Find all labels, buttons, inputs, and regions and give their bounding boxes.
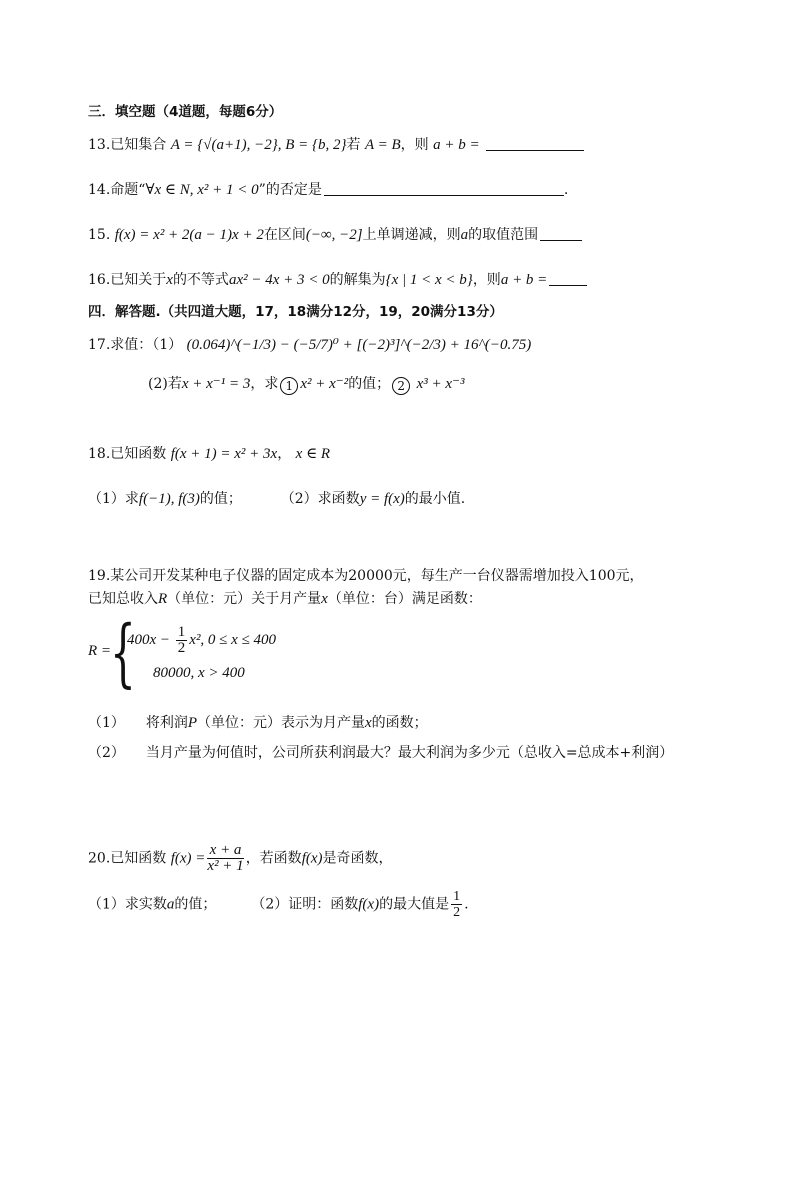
q19-frac-den: 2 <box>177 640 186 656</box>
q15-var: a <box>460 227 469 243</box>
q20-part2-text: 的最大值是 <box>379 896 450 913</box>
q14-text-a: 命题“ <box>110 182 146 198</box>
q17-sub2-expression: x³ + x⁻³ <box>416 376 465 392</box>
q17-sub2-label: 2 <box>392 377 410 395</box>
q20-math-b: f(x) <box>301 850 323 867</box>
q15-interval: (−∞, −2] <box>305 227 363 243</box>
q13-answer-blank[interactable] <box>486 137 584 151</box>
q19-brace: { <box>110 610 136 696</box>
q17-sub1-text: 的值； <box>348 376 391 392</box>
q18-part2-text: 的最小值. <box>404 491 466 507</box>
q19-part1-a: 将利润 <box>145 715 188 731</box>
q20-text-a: 已知函数 <box>110 850 167 867</box>
q18-domain: x ∈ R <box>295 446 331 462</box>
q18-part1-label: （1）求 <box>88 491 139 507</box>
q13-text-c: ，则 <box>400 137 429 153</box>
q18-part1-math: f(−1), f(3) <box>138 491 200 507</box>
q15-text-c: 的取值范围 <box>468 227 539 243</box>
q13-number: 13. <box>88 137 111 153</box>
q16-var: x <box>166 272 173 288</box>
q19-line2-b: （单位：元）关于月产量 <box>167 591 322 607</box>
q17-number: 17. <box>88 337 111 353</box>
q18-text-a: 已知函数 <box>110 446 167 462</box>
q16-solution-set: {x | 1 < x < b} <box>385 272 473 288</box>
q20-part2-label: （2）证明：函数 <box>251 896 359 913</box>
question-15 <box>88 226 582 244</box>
question-19-part2 <box>88 744 673 762</box>
question-20 <box>88 843 393 874</box>
q19-line1: 某公司开发某种电子仪器的固定成本为20000元，每生产一台仪器需增加投入100元， <box>110 568 644 584</box>
q16-text-d: ，则 <box>472 272 501 288</box>
q14-number: 14. <box>88 182 111 198</box>
question-19-part1 <box>88 714 428 732</box>
q18-part2-math: y = f(x) <box>359 491 405 507</box>
question-18-parts <box>88 490 465 508</box>
q20-frac-den: x² + 1 <box>207 858 244 874</box>
q18-part1-text: 的值； <box>199 491 242 507</box>
q20-text-b: ，若函数 <box>245 850 302 867</box>
q20-fraction <box>207 843 243 874</box>
q16-answer-blank[interactable] <box>549 272 587 286</box>
q19-var-r: R <box>158 591 168 607</box>
answer-heading: 四．解答题.（共四道大题，17，18满分12分，19，20满分13分） <box>88 304 503 320</box>
q16-expression: a + b = <box>500 272 548 288</box>
q14-text-b: ”的否定是 <box>258 182 322 198</box>
q20-part1-text: 的值； <box>174 896 217 913</box>
q20-number: 20. <box>88 850 111 867</box>
q17-part2-condition: x + x⁻¹ = 3 <box>181 376 251 392</box>
q16-text-b: 的不等式 <box>172 272 229 288</box>
q20-part1-var: a <box>166 896 175 913</box>
question-17 <box>88 336 531 354</box>
q20-max-fraction <box>451 889 462 920</box>
question-19-line1 <box>88 567 644 585</box>
q19-line2-c: （单位：台）满足函数： <box>327 591 482 607</box>
q17-part2-label: (2)若 <box>148 376 182 392</box>
q16-text-c: 的解集为 <box>329 272 386 288</box>
q16-text-a: 已知关于 <box>110 272 167 288</box>
q16-inequality: ax² − 4x + 3 < 0 <box>228 272 330 288</box>
question-17-part2 <box>148 375 465 395</box>
q17-part2-text: ，求 <box>250 376 279 392</box>
q14-proposition: ∀x ∈ N, x² + 1 < 0 <box>145 182 259 198</box>
q19-var-x: x <box>321 591 328 607</box>
q13-expression: a + b = <box>433 137 480 153</box>
question-16 <box>88 271 587 289</box>
q15-number: 15. <box>88 227 111 243</box>
q17-sub1-label: 1 <box>280 377 298 395</box>
q18-part2-label: （2）求函数 <box>280 491 360 507</box>
q17-sub1-expression: x² + x⁻² <box>300 376 349 392</box>
q15-answer-blank[interactable] <box>540 227 582 241</box>
q19-function-lhs: R = <box>88 643 112 659</box>
q15-text-b: 上单调递减，则 <box>362 227 461 243</box>
q19-part1-var-x: x <box>365 715 372 731</box>
q20-part2-math: f(x) <box>358 896 380 913</box>
q19-case-2: 80000, x > 400 <box>153 665 245 681</box>
q15-function: f(x) = x² + 2(a − 1)x + 2 <box>114 227 264 243</box>
q14-answer-blank[interactable] <box>324 182 564 196</box>
q19-line2-a: 已知总收入 <box>88 591 158 607</box>
question-19-line2 <box>88 590 482 608</box>
q19-part1-b: （单位：元）表示为月产量 <box>197 715 365 731</box>
q13-condition: A = B <box>364 137 401 153</box>
q19-case1-fraction <box>176 625 188 656</box>
fill-blank-heading: 三．填空题（4道题，每题6分） <box>88 104 283 120</box>
q15-text-a: 在区间 <box>263 227 306 243</box>
q13-text-a: 已知集合 <box>110 137 167 153</box>
q19-frac-num: 1 <box>177 624 186 640</box>
question-13 <box>88 136 584 154</box>
question-20-parts <box>88 889 469 920</box>
q16-number: 16. <box>88 272 111 288</box>
q13-sets: A = {√(a+1), −2}, B = {b, 2} <box>170 137 347 153</box>
q19-var-p: P <box>187 715 197 731</box>
q20-frac-num: x + a <box>207 843 243 859</box>
q19-part2-text: 当月产量为何值时，公司所获利润最大？最大利润为多少元（总收入=总成本+利润） <box>145 745 674 761</box>
q20-lhs: f(x) = <box>170 850 206 867</box>
q19-number: 19. <box>88 568 111 584</box>
q20-max-den: 2 <box>453 905 461 920</box>
q20-end: . <box>464 896 469 913</box>
q17-text-a: 求值：（1） <box>110 337 183 353</box>
q20-text-c: 是奇函数， <box>322 850 393 867</box>
q13-text-b: 若 <box>346 137 361 153</box>
q20-part1-label: （1）求实数 <box>88 896 167 913</box>
question-14: 14.命题“∀x ∈ N, x² + 1 < 0”的否定是 . <box>88 182 569 198</box>
q19-case1-rest: x², 0 ≤ x ≤ 400 <box>189 631 277 648</box>
q19-part1-c: 的函数； <box>371 715 428 731</box>
q20-max-num: 1 <box>453 889 461 904</box>
question-18: 18.已知函数 f(x + 1) = x² + 3x， x ∈ R <box>88 446 331 462</box>
q19-part2-label: （2） <box>88 745 125 761</box>
q18-function: f(x + 1) = x² + 3x <box>170 446 278 462</box>
q19-case1-expr: 400x − <box>127 631 174 648</box>
q19-part1-label: （1） <box>88 715 125 731</box>
q17-part1-expression: (0.064)^(−1/3) − (−5/7)⁰ + [(−2)³]^(−2/3) + 16^(−0.75) <box>186 337 532 353</box>
q18-number: 18. <box>88 446 111 462</box>
q19-case-1 <box>127 625 276 656</box>
